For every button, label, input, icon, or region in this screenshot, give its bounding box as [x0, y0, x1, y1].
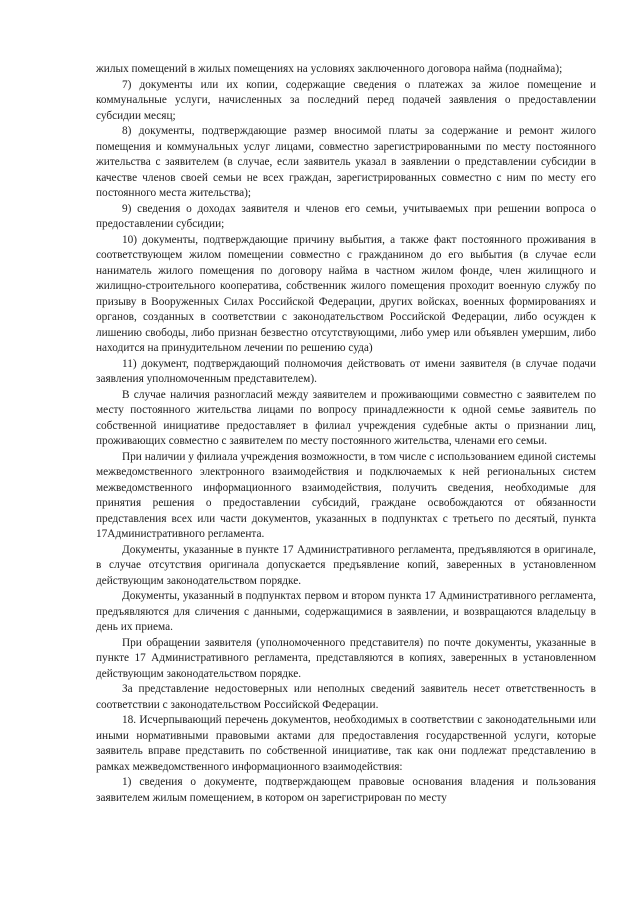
paragraph-continuation: жилых помещений в жилых помещениях на условиях заключенного договора найма (поднайма);	[96, 63, 563, 75]
paragraph-item-11: 11) документ, подтверждающий полномочия действовать от имени заявителя (в случае подачи заявления уполномоченным представителем).	[96, 357, 596, 385]
paragraph-item-8: 8) документы, подтверждающие размер вносимой платы за содержание и ремонт жилого помещения и коммунальных услуг лицами, совместно зарегистрированными по месту постоянного жительства с заявителем (в случае, если заявитель указал в заявлении о представлении субсидии в качестве членов своей семьи не всех граждан, зарегистрированных совместно с ним по месту его постоянного места жительства);	[96, 125, 596, 199]
paragraph-mail: При обращении заявителя (уполномоченного представителя) по почте документы, указанные в пункте 17 Административного регламента, представляются в копиях, заверенных в установленном действующим законодательством порядке.	[96, 636, 596, 680]
paragraph-originals: Документы, указанные в пункте 17 Административного регламента, предъявляются в оригинале, в случае отсутствия оригинала допускается предъявление копий, заверенных в установленном действующим законодательством порядке.	[96, 543, 596, 587]
paragraph-responsibility: За представление недостоверных или неполных сведений заявитель несет ответственность в соответствии с законодательством Российской Федерации.	[96, 683, 596, 711]
paragraph-disagreement: В случае наличия разногласий между заявителем и проживающими совместно с заявителем по месту постоянного жительства лицами по вопросу принадлежности к одной семье заявитель по собственной инициативе предоставляет в филиал учреждения судебные акты о признании лиц, проживающих совместно с заявителем по месту постоянного жительства, членами его семьи.	[96, 388, 596, 447]
paragraph-comparison: Документы, указанный в подпунктах первом и втором пункта 17 Административного регламента, предъявляются для сличения с данными, содержащимися в заявлении, и возвращаются владельцу в день их приема.	[96, 590, 596, 633]
paragraph-item-9: 9) сведения о доходах заявителя и членов его семьи, учитываемых при решении вопроса о предоставлении субсидии;	[96, 202, 596, 230]
paragraph-item-18: 18. Исчерпывающий перечень документов, необходимых в соответствии с законодательными или иными нормативными правовыми актами для предоставления государственной услуги, которые заявитель вправе представить по собственной инициативе, так как они подлежат представлению в рамках межведомственного информационного взаимодействия:	[96, 714, 596, 773]
paragraph-item-10: 10) документы, подтверждающие причину выбытия, а также факт постоянного проживания в соответствующем жилом помещении совместно с гражданином до его выбытия (в случае если наниматель жилого помещения по договору найма в частном жилом фонде, член жилищного и жилищно-строительного кооператива, собственник жилого помещения проходит военную службу по призыву в Вооруженных Силах Российской Федерации, других войсках, военных формированиях и органов, созданных в соответствии с законодательством Российской Федерации, либо осужден к лишению свободы, либо признан безвестно отсутствующими, либо умер или объявлен умершим, либо находится на принудительном лечении по решению суда)	[96, 233, 596, 354]
paragraph-subitem-1: 1) сведения о документе, подтверждающем правовые основания владения и пользования заявителем жилым помещением, в котором он зарегистрирован по месту	[96, 776, 596, 804]
paragraph-item-7: 7) документы или их копии, содержащие сведения о платежах за жилое помещение и коммунальные услуги, начисленных за последний перед подачей заявления о предоставлении субсидии месяц;	[96, 78, 596, 122]
paragraph-interagency: При наличии у филиала учреждения возможности, в том числе с использованием единой системы межведомственного электронного взаимодействия и подключаемых к ней региональных систем межведомственного информационного взаимодействия, получить сведения, необходимые для принятия решения о предоставлении субсидий, граждане освобождаются от обязанности представления всех или части документов, указанных в подпунктах с третьего по десятый, пункта 17Административного регламента.	[96, 450, 596, 540]
document-page	[96, 62, 596, 806]
